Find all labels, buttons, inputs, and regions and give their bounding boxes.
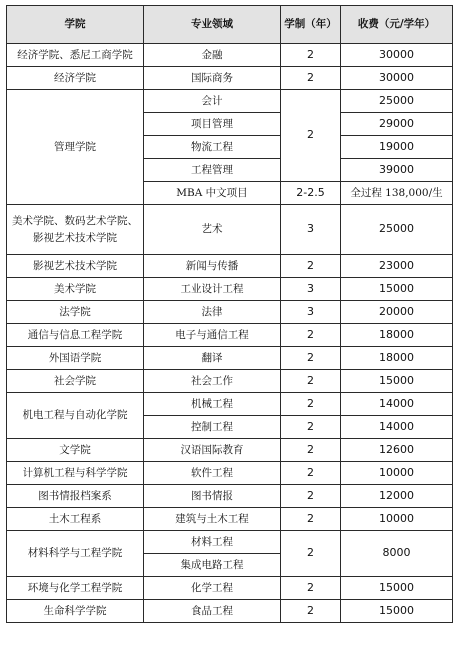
table-row <box>7 44 453 67</box>
fee-cell: 18000 <box>341 347 453 370</box>
fee-cell: 39000 <box>341 159 453 182</box>
major-cell: 法律 <box>144 301 281 324</box>
college-cell: 土木工程系 <box>7 508 144 531</box>
table-row <box>7 393 453 416</box>
table-row <box>7 255 453 278</box>
college-cell: 环境与化学工程学院 <box>7 577 144 600</box>
major-cell: 工业设计工程 <box>144 278 281 301</box>
major-cell: 物流工程 <box>144 136 281 159</box>
header-college: 学院 <box>7 6 144 44</box>
college-cell: 机电工程与自动化学院 <box>7 393 144 439</box>
years-cell: 2 <box>281 90 341 182</box>
fee-cell: 12000 <box>341 485 453 508</box>
college-cell: 美术学院 <box>7 278 144 301</box>
years-cell: 2 <box>281 255 341 278</box>
table-row <box>7 370 453 393</box>
table-row <box>7 462 453 485</box>
years-cell: 2 <box>281 508 341 531</box>
table-row <box>7 324 453 347</box>
fee-cell: 8000 <box>341 531 453 577</box>
major-cell: 社会工作 <box>144 370 281 393</box>
years-cell: 2 <box>281 347 341 370</box>
fee-cell: 10000 <box>341 508 453 531</box>
fee-cell: 30000 <box>341 44 453 67</box>
years-cell: 2 <box>281 600 341 623</box>
years-cell: 2 <box>281 393 341 416</box>
years-cell: 2 <box>281 416 341 439</box>
college-cell: 经济学院、悉尼工商学院 <box>7 44 144 67</box>
table-row <box>7 600 453 623</box>
major-cell: 软件工程 <box>144 462 281 485</box>
years-cell: 3 <box>281 301 341 324</box>
table-row <box>7 205 453 255</box>
fee-cell: 10000 <box>341 462 453 485</box>
college-cell: 材料科学与工程学院 <box>7 531 144 577</box>
fee-cell: 18000 <box>341 324 453 347</box>
fee-cell: 25000 <box>341 205 453 255</box>
major-cell: 项目管理 <box>144 113 281 136</box>
college-cell: 管理学院 <box>7 90 144 205</box>
table-row <box>7 485 453 508</box>
fee-cell: 29000 <box>341 113 453 136</box>
years-cell: 3 <box>281 278 341 301</box>
years-cell: 2 <box>281 67 341 90</box>
table-row <box>7 577 453 600</box>
college-cell: 通信与信息工程学院 <box>7 324 144 347</box>
college-cell: 经济学院 <box>7 67 144 90</box>
fee-cell: 14000 <box>341 416 453 439</box>
fee-cell: 15000 <box>341 577 453 600</box>
college-cell: 法学院 <box>7 301 144 324</box>
major-cell: MBA 中文项目 <box>144 182 281 205</box>
table-row <box>7 301 453 324</box>
years-cell: 2 <box>281 324 341 347</box>
table-row <box>7 347 453 370</box>
years-cell: 2 <box>281 370 341 393</box>
years-cell: 2 <box>281 44 341 67</box>
major-cell: 建筑与土木工程 <box>144 508 281 531</box>
fee-cell: 19000 <box>341 136 453 159</box>
fee-cell: 20000 <box>341 301 453 324</box>
college-cell: 生命科学学院 <box>7 600 144 623</box>
college-cell: 图书情报档案系 <box>7 485 144 508</box>
major-cell: 集成电路工程 <box>144 554 281 577</box>
college-cell: 社会学院 <box>7 370 144 393</box>
fee-cell: 15000 <box>341 370 453 393</box>
major-cell: 图书情报 <box>144 485 281 508</box>
major-cell: 新闻与传播 <box>144 255 281 278</box>
header-years: 学制（年） <box>281 6 341 44</box>
major-cell: 艺术 <box>144 205 281 255</box>
table-row <box>7 67 453 90</box>
header-major: 专业领域 <box>144 6 281 44</box>
major-cell: 翻译 <box>144 347 281 370</box>
college-cell: 外国语学院 <box>7 347 144 370</box>
years-cell: 2 <box>281 577 341 600</box>
fee-cell: 25000 <box>341 90 453 113</box>
table-header-row <box>7 6 453 44</box>
college-cell: 计算机工程与科学学院 <box>7 462 144 485</box>
years-cell: 2 <box>281 531 341 577</box>
years-cell: 3 <box>281 205 341 255</box>
major-cell: 食品工程 <box>144 600 281 623</box>
major-cell: 会计 <box>144 90 281 113</box>
college-line: 美术学院、数码艺术学院、 <box>12 215 138 228</box>
major-cell: 材料工程 <box>144 531 281 554</box>
major-cell: 金融 <box>144 44 281 67</box>
major-cell: 控制工程 <box>144 416 281 439</box>
tuition-fee-table <box>6 5 453 623</box>
fee-cell: 15000 <box>341 600 453 623</box>
college-cell <box>7 205 144 255</box>
table-row <box>7 439 453 462</box>
fee-cell: 14000 <box>341 393 453 416</box>
years-cell: 2 <box>281 462 341 485</box>
table-row <box>7 90 453 113</box>
table-row <box>7 278 453 301</box>
fee-cell: 全过程 138,000/生 <box>341 182 453 205</box>
years-cell: 2 <box>281 485 341 508</box>
major-cell: 工程管理 <box>144 159 281 182</box>
major-cell: 汉语国际教育 <box>144 439 281 462</box>
major-cell: 机械工程 <box>144 393 281 416</box>
major-cell: 电子与通信工程 <box>144 324 281 347</box>
major-cell: 国际商务 <box>144 67 281 90</box>
college-cell: 影视艺术技术学院 <box>7 255 144 278</box>
major-cell: 化学工程 <box>144 577 281 600</box>
years-cell: 2 <box>281 439 341 462</box>
fee-cell: 23000 <box>341 255 453 278</box>
college-line: 影视艺术技术学院 <box>33 231 117 244</box>
college-cell: 文学院 <box>7 439 144 462</box>
table-row <box>7 508 453 531</box>
header-fee: 收费（元/学年） <box>341 6 453 44</box>
fee-cell: 30000 <box>341 67 453 90</box>
fee-cell: 15000 <box>341 278 453 301</box>
table-row <box>7 531 453 554</box>
years-cell: 2-2.5 <box>281 182 341 205</box>
fee-cell: 12600 <box>341 439 453 462</box>
